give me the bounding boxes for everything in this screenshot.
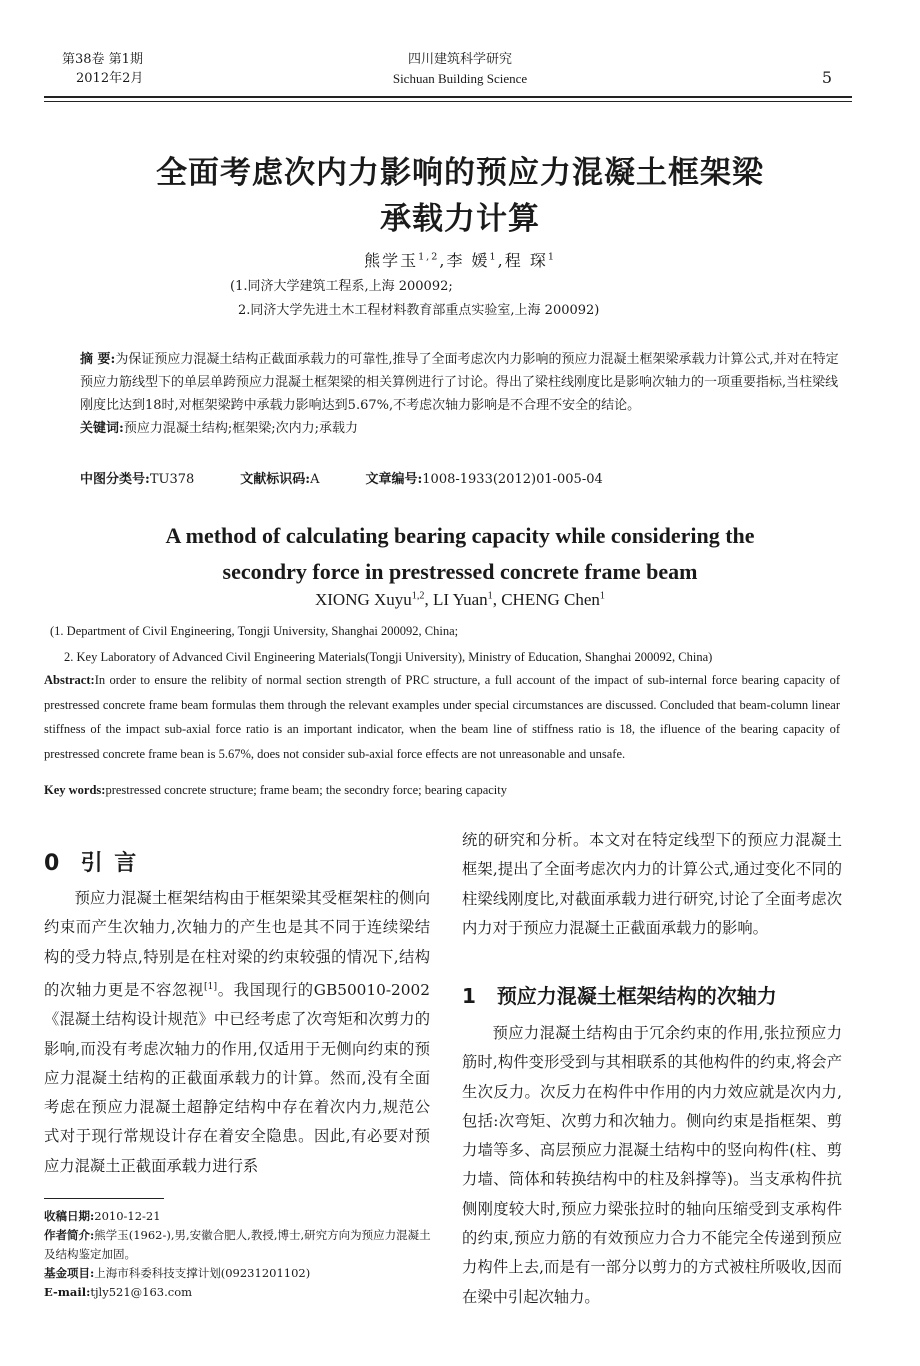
title-en-line1: A method of calculating bearing capacity while considering the <box>165 523 755 548</box>
page-number: 5 <box>821 68 832 87</box>
header-rule <box>44 96 852 102</box>
section-1-heading <box>462 980 777 1009</box>
clc-code: 中图分类号:TU378 <box>80 472 195 487</box>
journal-name-en: Sichuan Building Science <box>392 71 528 86</box>
keywords-en-text: prestressed concrete structure; frame beam; the secondry force; bearing capacity <box>105 783 507 797</box>
keywords-en <box>44 783 840 798</box>
affiliation-en-1: (1. Department of Civil Engineering, Tongji University, Shanghai 200092, China; <box>50 624 459 638</box>
author-cn-1-sup: 1,2 <box>418 251 440 263</box>
abstract-cn-text: 为保证预应力混凝土结构正截面承载力的可靠性,推导了全面考虑次内力影响的预应力混凝土框架梁承载力计算公式,并对在特定预应力筋线型下的单层单跨预应力混凝土框架梁的相关算例进行了讨论。得出了梁柱线刚度比是影响次轴力的一项重要指标,当柱梁线刚度比达到18时,对框架梁跨中承载力影响达到5.67%,不考虑次轴力影响是不合理不安全的结论。 <box>80 352 839 413</box>
affiliation-cn-2: 2.同济大学先进土木工程材料教育部重点实验室,上海 200092) <box>238 303 600 318</box>
title-cn-line1: 全面考虑次内力影响的预应力混凝土框架梁 <box>156 155 764 191</box>
title-cn <box>0 150 920 242</box>
author-en-3: CHENG Chen <box>501 590 600 609</box>
keywords-cn <box>80 417 844 440</box>
affiliation-cn-1: (1.同济大学建筑工程系,上海 200092; <box>230 279 453 294</box>
author-en-2: LI Yuan <box>433 590 488 609</box>
intro-paragraph-continued: 统的研究和分析。本文对在特定线型下的预应力混凝土框架,提出了全面考虑次内力的计算公式,通过变化不同的柱梁线刚度比,对截面承载力进行研究,讨论了全面考虑次内力对于预应力混凝土正截面承载力的影响。 <box>462 831 842 937</box>
classification-row <box>80 468 844 487</box>
running-header-journal <box>0 50 920 88</box>
affiliation-en-2: 2. Key Laboratory of Advanced Civil Engineering Materials(Tongji University), Ministry of Education, Shanghai 200092, China) <box>64 650 713 664</box>
author-cn-2-sup: 1 <box>489 251 498 263</box>
section-1-number: 1 <box>462 984 476 1008</box>
author-en-3-sup: 1 <box>599 590 606 602</box>
author-cn-2: 李 媛 <box>446 251 490 270</box>
intro-left-column <box>44 884 430 1181</box>
section-1-title: 预应力混凝土框架结构的次轴力 <box>496 984 777 1008</box>
issue-date: 2012年2月 <box>76 71 144 86</box>
intro-right-column <box>462 826 842 943</box>
section-0-number: 0 <box>44 851 62 876</box>
section-0-title: 引 言 <box>80 851 139 876</box>
title-cn-line2: 承载力计算 <box>380 201 540 237</box>
keywords-en-label: Key words: <box>44 783 106 797</box>
affiliations-en <box>50 618 712 670</box>
abstract-cn-label: 摘 要: <box>80 352 116 367</box>
author-cn-3: 程 琛 <box>504 251 548 270</box>
author-en-1: XIONG Xuyu <box>314 590 412 609</box>
authors-en: XIONG Xuyu$^{1,2}$, LI Yuan$^1$, CHENG Chen$^1$ <box>314 590 606 609</box>
footnote-email: E-mail:tjly521@163.com <box>44 1285 193 1299</box>
abstract-en <box>44 668 840 766</box>
author-cn-1: 熊学玉 <box>364 251 419 270</box>
affiliations-cn <box>230 275 599 323</box>
author-en-1-sup: 1,2 <box>411 590 425 602</box>
footnotes <box>44 1207 434 1302</box>
section-1-paragraph: 预应力混凝土结构由于冗余约束的作用,张拉预应力筋时,构件变形受到与其相联系的其他构件的约束,将会产生次反力。次反力在构件中作用的内力效应就是次内力,包括:次弯矩、次剪力和次轴力。侧向约束是指框架、剪力墙等多、高层预应力混凝土结构中的竖向构件(柱、剪力墙、筒体和转换结构中的柱及斜撑等)。当支承构件抗侧刚度较大时,预应力梁张拉时的轴向压缩受到支承构件的约束,预应力筋的有效预应力合力不能完全传递到预应力构件上去,而是有一部分以剪力的方式被柱所吸收,因而在梁中引起次轴力。 <box>462 1024 842 1306</box>
keywords-cn-label: 关键词: <box>80 421 124 436</box>
abstract-cn-para <box>80 348 844 417</box>
footnote-received: 收稿日期:2010-12-21 <box>44 1209 161 1223</box>
author-en-2-sup: 1 <box>487 590 493 602</box>
section-0-heading <box>44 846 138 877</box>
footnote-funding: 基金项目:上海市科委科技支撑计划(09231201102) <box>44 1266 311 1280</box>
author-cn-3-sup: 1 <box>547 251 556 263</box>
footnote-author-bio: 作者简介:熊学玉(1962-),男,安徽合肥人,教授,博士,研究方向为预应力混凝土及结构鉴定加固。 <box>44 1228 431 1261</box>
doc-code: 文献标识码:A <box>240 472 320 487</box>
footnote-rule <box>44 1198 164 1199</box>
article-number: 文章编号:1008-1933(2012)01-005-04 <box>365 472 603 487</box>
keywords-cn-text: 预应力混凝土结构;框架梁;次内力;承载力 <box>123 421 358 436</box>
authors-cn: 熊学玉$^{1,2}$,李 媛$^1$,程 琛$^1$ <box>364 251 556 270</box>
citation-ref: [1] <box>204 980 218 992</box>
abstract-cn <box>80 348 844 440</box>
section-1-body <box>462 1019 842 1312</box>
title-en-line2: secondry force in prestressed concrete frame beam <box>222 559 698 584</box>
abstract-en-label: Abstract: <box>44 673 95 687</box>
title-en <box>0 518 920 590</box>
volume-issue: 第38卷 第1期 <box>62 52 143 67</box>
intro-paragraph: 预应力混凝土框架结构由于框架梁其受框架柱的侧向约束而产生次轴力,次轴力的产生也是其不同于连续梁结构的受力特点,特别是在柱对梁的约束较强的情况下,结构的次轴力更是不容忽视[1]。我国现行的GB50010-2002《混凝土结构设计规范》中已经考虑了次弯矩和次剪力的影响,而没有考虑次轴力的作用,仅适用于无侧向约束的预应力混凝土结构的正截面承载力的计算。然而,没有全面考虑在预应力混凝土超静定结构中存在着次内力,规范公式对于现行常规设计存在着安全隐患。因此,有必要对预应力混凝土正截面承载力进行系 <box>44 889 430 1175</box>
journal-name-cn: 四川建筑科学研究 <box>407 52 512 67</box>
abstract-en-text: In order to ensure the relibity of normal section strength of PRC structure, a full account of the impact of sub-internal force bearing capacity of prestressed concrete frame beam formulas them through the relevant examples under special circumstances are discussed. Concluded that beam-column linear stiffness of the impact sub-axial force ratio is an important indicator, when the beam line of stiffness ratio is 18, the ifluence of the bearing capacity of prestressed concrete frame bean is 5.67%, does not consider sub-axial force effects are not unreasonable and unsafe. <box>44 673 840 761</box>
